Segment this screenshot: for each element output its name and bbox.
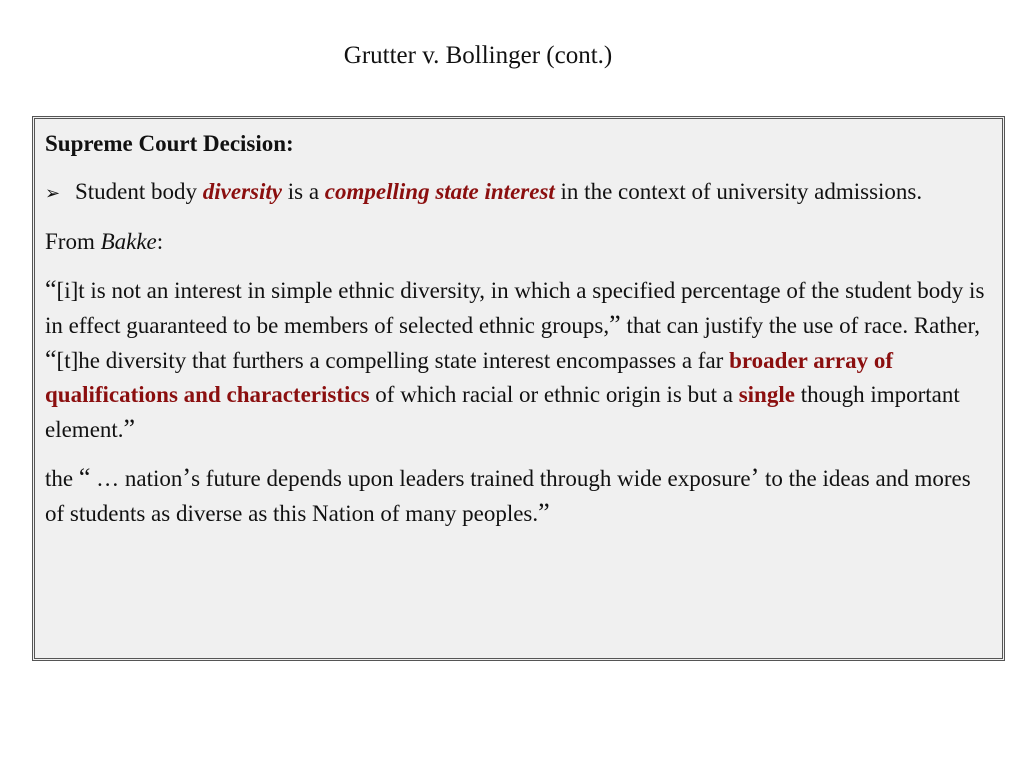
nation-apostrophe-2: ’ <box>750 463 760 492</box>
nation-text-4: to the ideas and mores of students as diverse as this Nation of many peoples. <box>45 466 971 526</box>
nation-open-quote: “ <box>78 463 91 492</box>
nation-text-1: the <box>45 466 79 491</box>
nation-apostrophe: ’ <box>182 463 192 492</box>
quote-text-3: [t]he diversity that furthers a compelling state interest encompasses a far <box>56 348 730 373</box>
bullet-text-3: in the context of university admissions. <box>554 179 923 204</box>
bullet-text-2: is a <box>281 179 325 204</box>
bullet-point <box>45 175 992 211</box>
bullet-text-1: Student body <box>75 179 203 204</box>
from-prefix: From <box>45 229 101 254</box>
emphasis-diversity: diversity <box>202 179 282 204</box>
open-quote: “ <box>45 275 57 304</box>
open-quote-2: “ <box>45 345 57 374</box>
emphasis-compelling-interest: compelling state interest <box>324 179 555 204</box>
decision-heading: Supreme Court Decision: <box>45 131 294 156</box>
from-bakke-line <box>45 225 992 259</box>
nation-close-quote: ” <box>538 498 550 527</box>
nation-quote <box>45 461 992 531</box>
quote-text-5: though important element. <box>45 382 960 442</box>
case-name: Bakke <box>100 229 157 254</box>
close-quote: ” <box>609 310 621 339</box>
quote-text-1: [i]t is not an interest in simple ethnic diversity, in which a specified percentage of the student body is in effect guaranteed to be members of selected ethnic groups, <box>45 278 985 338</box>
from-suffix: : <box>156 229 164 254</box>
bakke-quote <box>45 273 992 447</box>
quote-text-4: of which racial or ethnic origin is but a <box>369 382 739 407</box>
emphasis-broader-array: broader array of qualifications and characteristics <box>45 348 894 407</box>
slide-title: Grutter v. Bollinger (cont.) <box>343 42 613 69</box>
emphasis-single: single <box>738 382 795 407</box>
quote-text-2: that can justify the use of race. Rather, <box>620 313 980 338</box>
decision-box <box>32 116 1005 661</box>
arrowhead-bullet-icon: ➢ <box>45 183 61 204</box>
nation-text-3: s future depends upon leaders trained through wide exposure <box>191 466 751 491</box>
close-quote-2: ” <box>123 414 136 443</box>
nation-text-2: … nation <box>90 466 183 491</box>
